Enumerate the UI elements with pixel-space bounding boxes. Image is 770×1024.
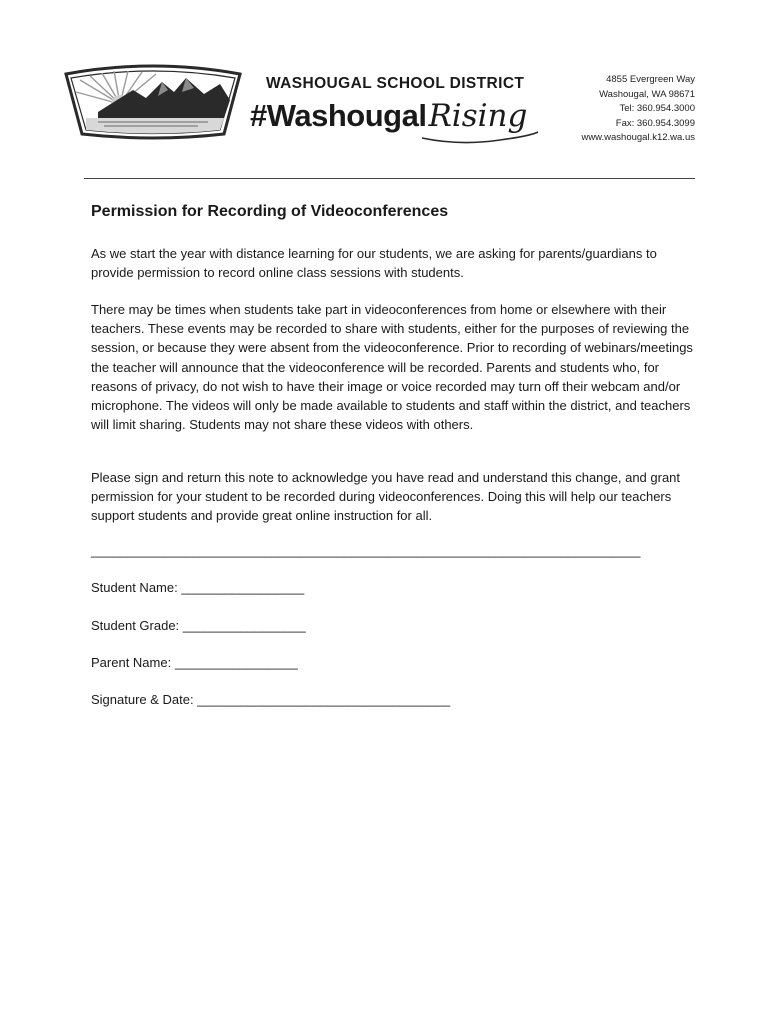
header-divider [84, 178, 695, 179]
district-name: WASHOUGAL SCHOOL DISTRICT [266, 75, 525, 92]
tagline-hashtag: #Washougal [250, 98, 427, 133]
signature-date-field[interactable]: Signature & Date: ___________________________________ [91, 692, 451, 707]
signature-separator-line: ____________________________________________________________________________ [91, 543, 641, 558]
mountain-logo-icon [58, 60, 248, 140]
district-logo [58, 60, 248, 140]
address-street: 4855 Evergreen Way [606, 74, 695, 85]
page-title: Permission for Recording of Videoconferences [91, 203, 449, 220]
address-website[interactable]: www.washougal.k12.wa.us [581, 132, 695, 144]
tagline [250, 98, 527, 134]
paragraph-request: Please sign and return this note to acknowledge you have read and understand this change, and grant permission for your student to be recorded during videoconferences. Doing this will help our teachers support students and provide great online instruction for all. [91, 470, 681, 524]
student-name-field[interactable]: Student Name: _________________ [91, 580, 305, 595]
paragraph-intro: As we start the year with distance learning for our students, we are asking for parents/guardians to provide permission to record online class sessions with students. [91, 246, 657, 281]
parent-name-field[interactable]: Parent Name: _________________ [91, 655, 298, 670]
address-tel: Tel: 360.954.3000 [619, 103, 695, 115]
tagline-script: Rising [428, 98, 528, 134]
address-city: Washougal, WA 98671 [599, 88, 695, 100]
tagline-swash-icon [420, 128, 540, 148]
paragraph-details: There may be times when students take part in videoconferences from home or elsewhere with their teachers. These events may be recorded to share with students, either for the purposes of reviewing the session, or because they were absent from the videoconference. Prior to recording of webinars/meetings the teacher will announce that the videoconference will be recorded. Parents and students who, for reasons of privacy, do not wish to have their image or voice recorded may turn off their webcam and/or microphone. The videos will only be made available to students and staff within the district, and teachers will limit sharing. Students may not share these videos with others. [91, 302, 693, 433]
address-fax: Fax: 360.954.3099 [615, 117, 695, 129]
district-address [581, 73, 695, 146]
student-grade-field[interactable]: Student Grade: _________________ [91, 618, 306, 633]
